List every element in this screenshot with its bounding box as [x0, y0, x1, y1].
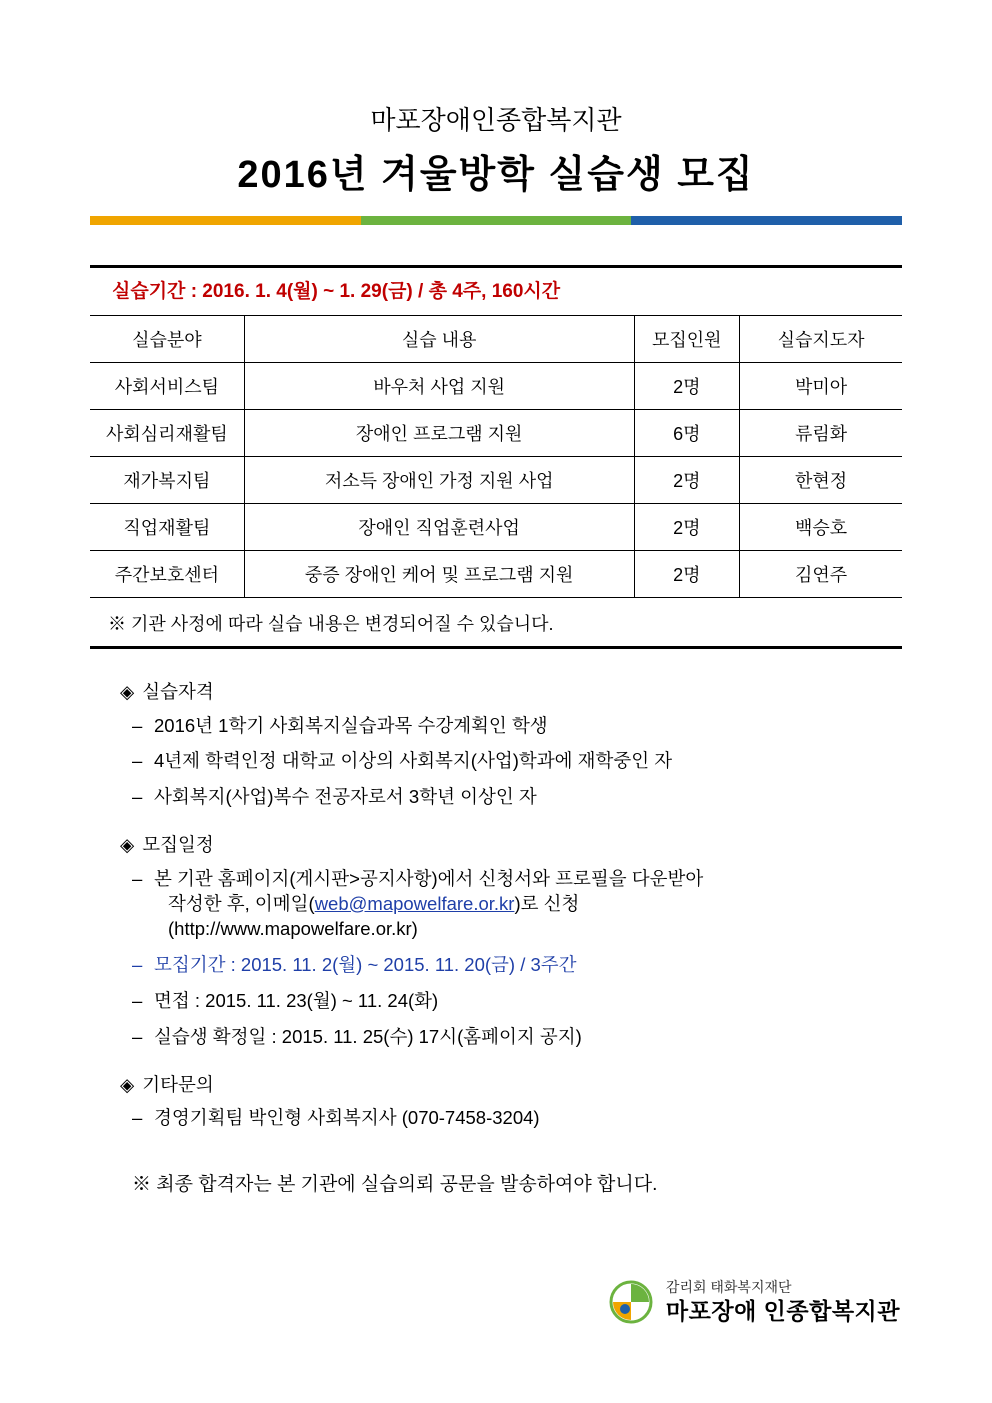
organization-name: 마포장애인종합복지관	[370, 105, 622, 135]
cell-description: 장애인 직업훈련사업	[244, 504, 634, 551]
email-link[interactable]: web@mapowelfare.or.kr	[314, 892, 515, 914]
table-row	[90, 410, 902, 457]
list-item	[118, 1025, 874, 1050]
column-header-field: 실습분야	[90, 316, 244, 363]
tricolor-divider	[90, 216, 902, 225]
list-item-text: 본 기관 홈페이지(게시판>공지사항)에서 신청서와 프로필을 다운받아	[154, 867, 704, 889]
cell-count: 6명	[634, 410, 740, 457]
dash-icon: –	[132, 1107, 143, 1129]
table-row	[90, 504, 902, 551]
table-header-row	[90, 316, 902, 363]
list-item	[118, 749, 874, 774]
dash-icon: –	[132, 786, 143, 808]
dash-icon: –	[132, 867, 143, 889]
section-title: 모집일정	[142, 834, 214, 856]
cell-count: 2명	[634, 363, 740, 410]
cell-count: 2명	[634, 457, 740, 504]
diamond-icon: ◈	[120, 1073, 135, 1095]
dash-icon: –	[132, 989, 143, 1011]
section-schedule	[118, 836, 874, 1049]
table-row	[90, 551, 902, 598]
divider-segment-2	[361, 216, 632, 225]
table-row	[90, 457, 902, 504]
column-header-mentor: 실습지도자	[740, 316, 902, 363]
footer-logo	[608, 1279, 900, 1325]
final-note: ※ 최종 합격자는 본 기관에 실습의뢰 공문을 발송하여야 합니다.	[132, 1174, 658, 1196]
apply-text-prefix: 작성한 후, 이메일(	[168, 892, 315, 914]
diamond-icon: ◈	[120, 681, 135, 702]
application-email-line	[154, 892, 874, 917]
cell-mentor: 박미아	[740, 363, 902, 410]
section-title: 실습자격	[142, 681, 214, 702]
list-item-text: 4년제 학력인정 대학교 이상의 사회복지(사업)학과에 재학중인 자	[154, 750, 673, 772]
cell-description: 바우처 사업 지원	[244, 363, 634, 410]
dash-icon: –	[132, 714, 143, 736]
section-qualifications	[118, 683, 874, 810]
cell-mentor: 백승호	[740, 504, 902, 551]
cell-field: 사회서비스팀	[90, 363, 244, 410]
contact-list	[118, 1106, 874, 1131]
cell-description: 저소득 장애인 가정 지원 사업	[244, 457, 634, 504]
list-item	[118, 1106, 874, 1131]
page-title: 2016년 겨울방학 실습생 모집	[237, 154, 755, 196]
internship-period: 실습기간 : 2016. 1. 4(월) ~ 1. 29(금) / 총 4주, 160시간	[90, 265, 902, 315]
cell-count: 2명	[634, 504, 740, 551]
list-item-text: 2016년 1학기 사회복지실습과목 수강계획인 학생	[154, 714, 548, 736]
poster-header	[90, 100, 902, 225]
homepage-url: (http://www.mapowelfare.or.kr)	[168, 917, 418, 939]
dash-icon: –	[132, 750, 143, 772]
table-row	[90, 363, 902, 410]
column-header-count: 모집인원	[634, 316, 740, 363]
dash-icon: –	[132, 1025, 143, 1047]
section-heading	[118, 1073, 874, 1095]
section-heading	[118, 836, 874, 855]
foundation-name: 감리회 태화복지재단	[665, 1279, 792, 1296]
diamond-icon: ◈	[120, 834, 135, 856]
list-item	[118, 785, 874, 810]
internship-table	[90, 315, 902, 598]
logo-text	[666, 1279, 900, 1325]
cell-field: 직업재활팀	[90, 504, 244, 551]
list-item	[118, 714, 874, 739]
schedule-list	[118, 867, 874, 1050]
apply-text-suffix: )로 신청	[514, 892, 580, 914]
divider-segment-3	[631, 216, 902, 225]
list-item-text: 면접 : 2015. 11. 23(월) ~ 11. 24(화)	[154, 989, 439, 1011]
cell-description: 장애인 프로그램 지원	[244, 410, 634, 457]
column-header-description: 실습 내용	[244, 316, 634, 363]
list-item-text: 경영기획팀 박인형 사회복지사 (070-7458-3204)	[154, 1107, 540, 1129]
section-contact	[118, 1073, 874, 1131]
qualification-list	[118, 714, 874, 811]
divider-segment-1	[90, 216, 361, 225]
cell-description: 중증 장애인 케어 및 프로그램 지원	[244, 551, 634, 598]
cell-field: 사회심리재활팀	[90, 410, 244, 457]
list-item-text: 사회복지(사업)복수 전공자로서 3학년 이상인 자	[154, 786, 537, 808]
center-name: 마포장애 인종합복지관	[665, 1298, 900, 1325]
list-item-text: 모집기간 : 2015. 11. 2(월) ~ 2015. 11. 20(금) / 3주간	[154, 953, 577, 975]
list-item-text: 실습생 확정일 : 2015. 11. 25(수) 17시(홈페이지 공지)	[154, 1025, 582, 1047]
list-item-application	[118, 867, 874, 942]
cell-mentor: 류림화	[740, 410, 902, 457]
details-sections	[90, 649, 902, 1194]
dash-icon: –	[132, 953, 143, 975]
cell-count: 2명	[634, 551, 740, 598]
cell-field: 재가복지팀	[90, 457, 244, 504]
list-item	[118, 953, 874, 978]
list-item	[118, 989, 874, 1014]
section-heading	[118, 683, 874, 702]
cell-mentor: 김연주	[740, 551, 902, 598]
organization-logo-icon	[608, 1279, 654, 1325]
section-title: 기타문의	[142, 1073, 214, 1095]
cell-field: 주간보호센터	[90, 551, 244, 598]
cell-mentor: 한현정	[740, 457, 902, 504]
table-footnote: ※ 기관 사정에 따라 실습 내용은 변경되어질 수 있습니다.	[90, 598, 902, 649]
